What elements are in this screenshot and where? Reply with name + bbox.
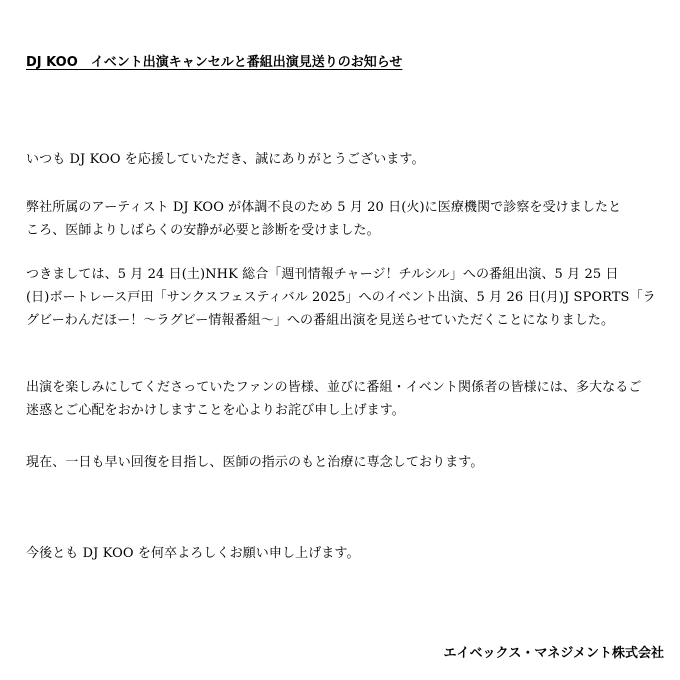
company-signature: エイベックス・マネジメント株式会社 (443, 646, 664, 661)
paragraph-cancellations (26, 263, 666, 332)
paragraph-closing (26, 542, 666, 565)
paragraph-line: 出演を楽しみにしてくださっていたファンの皆様、並びに番組・イベント関係者の皆様には、多大なるご (26, 380, 642, 395)
paragraph-line: (日)ボートレース戸田「サンクスフェスティバル 2025」へのイベント出演、5 月 26 日(月)J SPORTS「ラ (26, 290, 656, 305)
paragraph-condition (26, 196, 666, 242)
paragraph-line: ころ、医師よりしばらくの安静が必要と診断を受けました。 (26, 223, 380, 238)
paragraph-greeting (26, 148, 666, 171)
paragraph-line: 迷惑とご心配をおかけしますことを心よりお詫び申し上げます。 (26, 403, 405, 418)
paragraph-line: グビーわんだほー！～ラグビー情報番組～」への番組出演を見送らせていただくことになりました。 (26, 313, 615, 328)
paragraph-line: 今後とも DJ KOO を何卒よろしくお願い申し上げます。 (26, 546, 360, 561)
paragraph-recovery (26, 451, 666, 474)
paragraph-line: いつも DJ KOO を応援していただき、誠にありがとうございます。 (26, 152, 425, 167)
paragraph-apology (26, 376, 666, 422)
notice-title: DJ KOO イベント出演キャンセルと番組出演見送りのお知らせ (26, 55, 403, 70)
paragraph-line: つきましては、5 月 24 日(土)NHK 総合「週刊情報チャージ！チルシル」への番組出演、5 月 25 日 (26, 267, 619, 282)
paragraph-line: 弊社所属のアーティスト DJ KOO が体調不良のため 5 月 20 日(火)に医療機関で診察を受けましたと (26, 200, 622, 215)
paragraph-line: 現在、一日も早い回復を目指し、医師の指示のもと治療に専念しております。 (26, 455, 484, 470)
